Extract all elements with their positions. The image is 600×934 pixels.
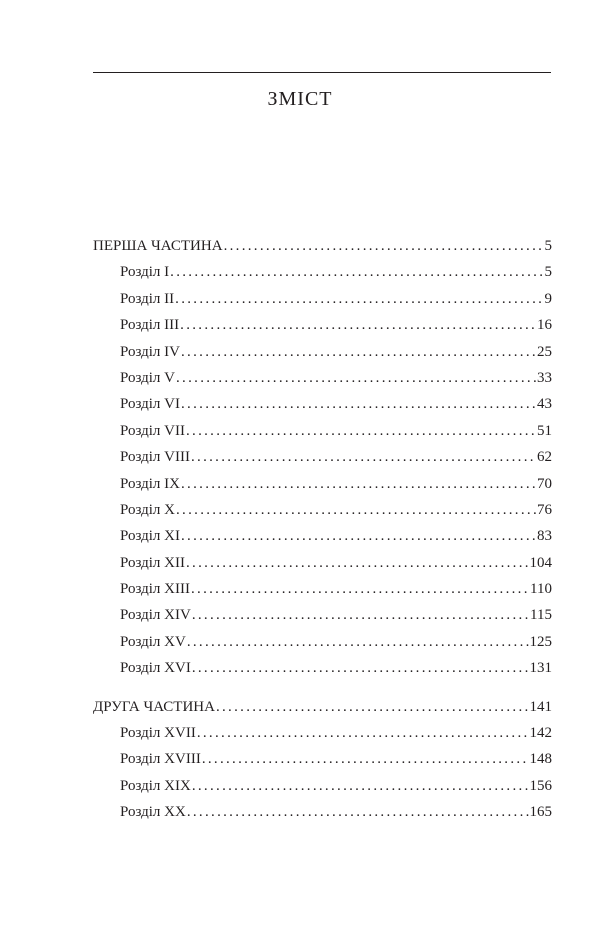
toc-entry-chapter-19[interactable] [93,773,552,799]
toc-entry-label: Розділ XVIII [120,751,201,768]
toc-entry-chapter-5[interactable] [93,365,552,391]
toc-entry-chapter-17[interactable] [93,720,552,746]
toc-entry-page: 62 [537,449,552,466]
toc-entry-label: Розділ XV [120,633,186,650]
toc-entry-page: 141 [529,698,552,715]
toc-entry-part-1[interactable] [93,233,552,259]
toc-entry-page: 51 [537,422,552,439]
toc-entry-label: Розділ XII [120,554,185,571]
toc-entry-page: 9 [544,290,552,307]
toc-entry-label: Розділ XVII [120,725,196,742]
toc-entry-chapter-1[interactable] [93,259,552,285]
toc-entry-page: 25 [537,343,552,360]
toc-entry-page: 5 [544,238,552,254]
toc-entry-label: Розділ XIX [120,777,191,794]
toc-entry-label: Розділ V [120,369,175,386]
toc-entry-label: Розділ III [120,317,180,334]
dot-leader [191,444,536,470]
dot-leader [224,233,544,259]
toc-entry-page: 70 [537,475,552,492]
toc-entry-chapter-16[interactable] [93,655,552,681]
toc-entry-page: 43 [537,396,552,413]
toc-entry-chapter-2[interactable] [93,286,552,312]
dot-leader [192,602,529,628]
toc-entry-chapter-9[interactable] [93,471,552,497]
toc-entry-chapter-13[interactable] [93,576,552,602]
dot-leader [180,312,536,338]
toc-entry-chapter-18[interactable] [93,746,552,772]
dot-leader [187,629,529,655]
dot-leader [216,694,529,720]
toc-entry-label: Розділ XIII [120,581,190,598]
toc-entry-label: Розділ VI [120,396,180,413]
dot-leader [170,259,543,285]
toc-entry-page: 125 [529,633,552,650]
toc-entry-chapter-8[interactable] [93,444,552,470]
dot-leader [197,720,529,746]
dot-leader [181,471,536,497]
dot-leader [181,391,536,417]
toc-entry-page: 104 [529,554,552,571]
dot-leader [181,523,536,549]
toc-entry-chapter-3[interactable] [93,312,552,338]
toc-entry-chapter-10[interactable] [93,497,552,523]
toc-entry-page: 156 [529,777,552,794]
dot-leader [192,655,529,681]
toc-entry-label: Розділ XVI [120,660,191,677]
dot-leader [186,550,529,576]
toc-entry-page: 83 [537,528,552,545]
toc-entry-page: 142 [529,725,552,742]
toc-part-2 [93,694,552,826]
dot-leader [191,576,529,602]
toc-entry-page: 131 [529,660,552,677]
dot-leader [176,365,536,391]
toc-entry-chapter-20[interactable] [93,799,552,825]
toc-entry-page: 5 [544,264,552,281]
toc-entry-label: Розділ VII [120,422,185,439]
toc-entry-label: Розділ XIV [120,607,191,624]
toc-entry-chapter-15[interactable] [93,629,552,655]
toc-entry-label: Розділ IV [120,343,180,360]
dot-leader [192,773,529,799]
toc-entry-label: Розділ XX [120,804,186,821]
dot-leader [175,286,543,312]
toc-entry-label: ДРУГА ЧАСТИНА [93,698,215,715]
toc-entry-chapter-6[interactable] [93,391,552,417]
toc-entry-label: Розділ XI [120,528,180,545]
toc-entry-page: 148 [529,751,552,768]
toc-entry-chapter-4[interactable] [93,339,552,365]
top-rule [93,72,551,73]
dot-leader [202,746,529,772]
toc-entry-label: Розділ X [120,501,175,518]
toc-entry-page: 16 [537,317,552,334]
toc-entry-label: Розділ II [120,290,175,307]
table-of-contents [93,233,552,826]
dot-leader [181,339,536,365]
toc-entry-label: Розділ IX [120,475,180,492]
toc-entry-chapter-12[interactable] [93,550,552,576]
toc-part-1 [93,233,552,682]
dot-leader [186,418,536,444]
toc-entry-label: ПЕРША ЧАСТИНА [93,238,223,254]
dot-leader [176,497,536,523]
toc-entry-label: Розділ I [120,264,170,281]
page-title: ЗМІСТ [267,88,333,110]
toc-entry-page: 110 [530,581,552,598]
toc-entry-label: Розділ VIII [120,449,190,466]
toc-entry-page: 165 [529,804,552,821]
toc-entry-page: 33 [537,369,552,386]
toc-entry-chapter-7[interactable] [93,418,552,444]
toc-entry-part-2[interactable] [93,694,552,720]
toc-entry-page: 76 [537,501,552,518]
toc-entry-chapter-14[interactable] [93,602,552,628]
dot-leader [187,799,529,825]
toc-entry-chapter-11[interactable] [93,523,552,549]
toc-entry-page: 115 [530,607,552,624]
